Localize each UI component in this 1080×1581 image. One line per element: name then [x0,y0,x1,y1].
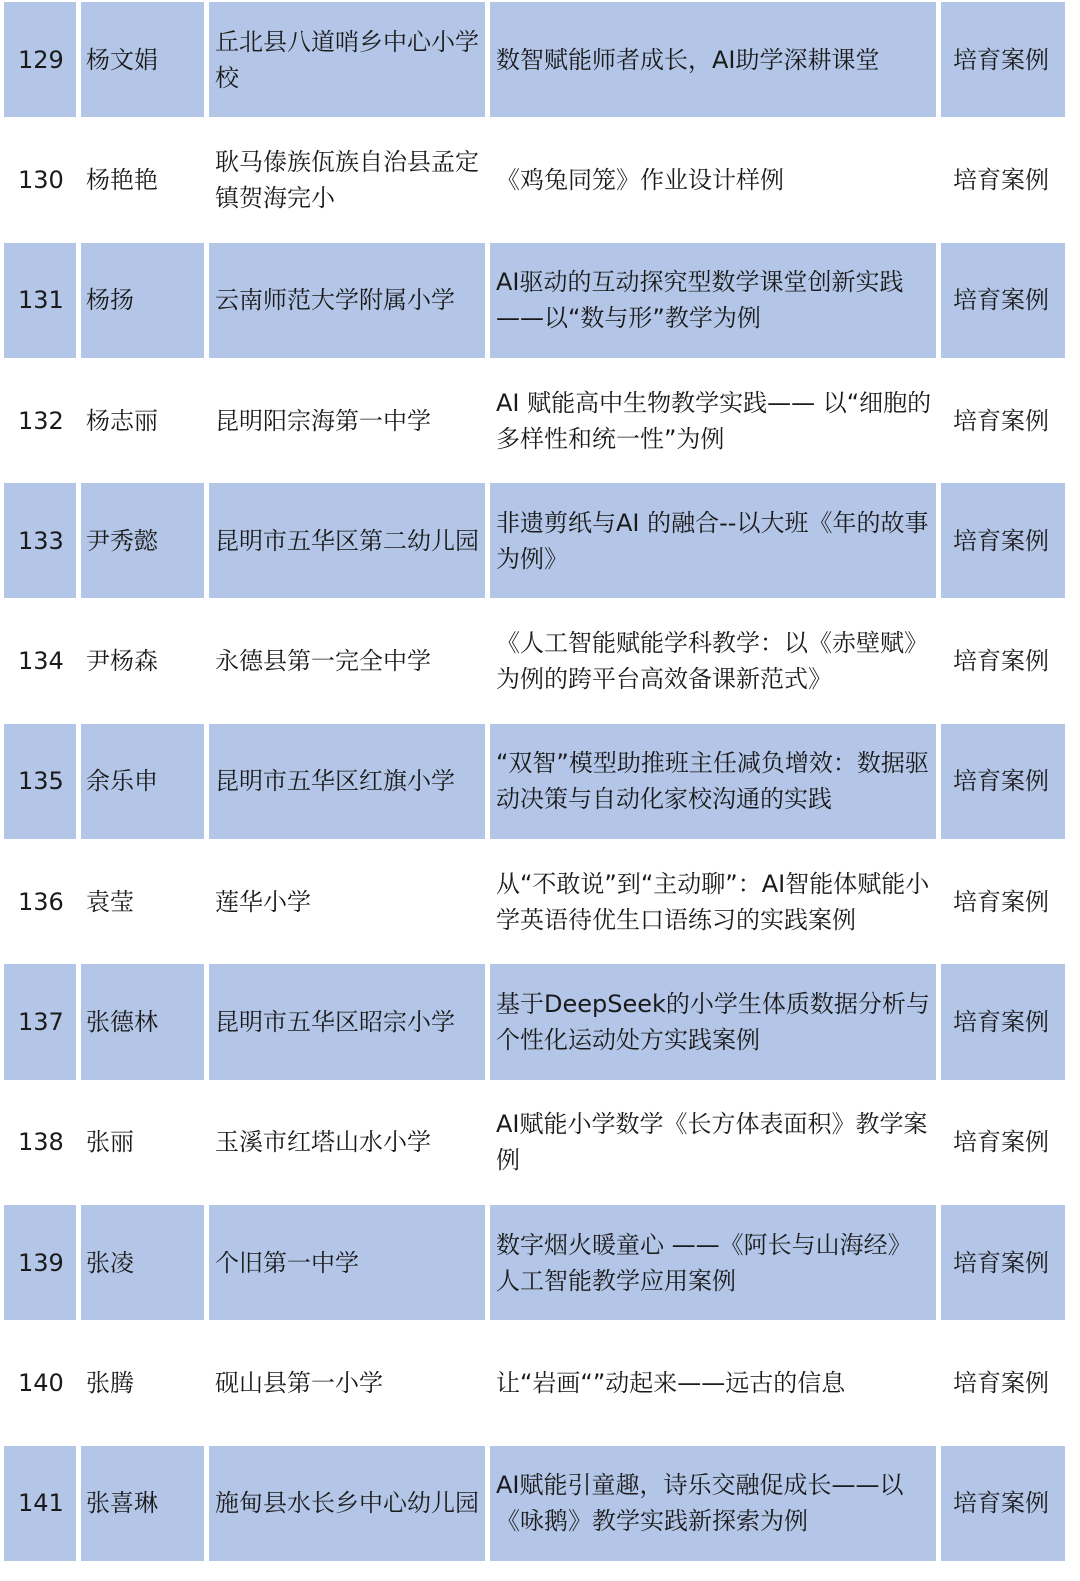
row-number: 134 [4,603,76,718]
row-number: 135 [4,724,76,839]
case-title: 《鸡兔同笼》作业设计样例 [490,122,936,237]
school-name: 昆明市五华区红旗小学 [209,724,485,839]
row-number: 137 [4,964,76,1079]
row-number: 140 [4,1325,76,1440]
case-type: 培育案例 [941,1325,1065,1440]
row-number: 132 [4,363,76,478]
case-type: 培育案例 [941,122,1065,237]
teacher-name: 杨志丽 [81,363,204,478]
row-number: 133 [4,483,76,598]
case-type: 培育案例 [941,243,1065,358]
teacher-name: 张腾 [81,1325,204,1440]
table-row [4,243,1070,358]
teacher-name: 杨文娟 [81,2,204,117]
case-type: 培育案例 [941,724,1065,839]
row-number: 131 [4,243,76,358]
table-row [4,122,1070,237]
row-number: 139 [4,1205,76,1320]
school-name: 云南师范大学附属小学 [209,243,485,358]
school-name: 昆明市五华区昭宗小学 [209,964,485,1079]
school-name: 耿马傣族佤族自治县孟定镇贺海完小 [209,122,485,237]
case-title: 数字烟火暖童心 ——《阿长与山海经》人工智能教学应用案例 [490,1205,936,1320]
table-row [4,1205,1070,1320]
case-title: AI 赋能高中生物教学实践—— 以“细胞的多样性和统一性”为例 [490,363,936,478]
case-title: 非遗剪纸与AI 的融合--以大班《年的故事为例》 [490,483,936,598]
teacher-name: 张德林 [81,964,204,1079]
table-row [4,844,1070,959]
case-title: 从“不敢说”到“主动聊”：AI智能体赋能小学英语待优生口语练习的实践案例 [490,844,936,959]
table-row [4,1446,1070,1561]
teacher-name: 尹杨森 [81,603,204,718]
school-name: 昆明市五华区第二幼儿园 [209,483,485,598]
case-type: 培育案例 [941,844,1065,959]
teacher-name: 杨艳艳 [81,122,204,237]
case-title: “双智”模型助推班主任减负增效：数据驱动决策与自动化家校沟通的实践 [490,724,936,839]
case-type: 培育案例 [941,1446,1065,1561]
row-number: 138 [4,1085,76,1200]
case-type: 培育案例 [941,603,1065,718]
case-type: 培育案例 [941,483,1065,598]
case-type: 培育案例 [941,363,1065,478]
school-name: 昆明阳宗海第一中学 [209,363,485,478]
row-number: 136 [4,844,76,959]
teacher-name: 袁莹 [81,844,204,959]
school-name: 永德县第一完全中学 [209,603,485,718]
school-name: 砚山县第一小学 [209,1325,485,1440]
case-title: 让“岩画“”动起来——远古的信息 [490,1325,936,1440]
table-row [4,964,1070,1079]
case-title: 《人工智能赋能学科教学：以《赤壁赋》为例的跨平台高效备课新范式》 [490,603,936,718]
case-title: 基于DeepSeek的小学生体质数据分析与个性化运动处方实践案例 [490,964,936,1079]
award-list-table [4,2,1070,1561]
table-row [4,1325,1070,1440]
case-title: AI驱动的互动探究型数学课堂创新实践——以“数与形”教学为例 [490,243,936,358]
case-title: AI赋能引童趣，诗乐交融促成长——以《咏鹅》教学实践新探索为例 [490,1446,936,1561]
school-name: 莲华小学 [209,844,485,959]
teacher-name: 尹秀懿 [81,483,204,598]
case-type: 培育案例 [941,2,1065,117]
school-name: 丘北县八道哨乡中心小学校 [209,2,485,117]
table-row [4,724,1070,839]
teacher-name: 张喜琳 [81,1446,204,1561]
teacher-name: 张凌 [81,1205,204,1320]
case-type: 培育案例 [941,1085,1065,1200]
case-type: 培育案例 [941,1205,1065,1320]
case-type: 培育案例 [941,964,1065,1079]
teacher-name: 张丽 [81,1085,204,1200]
school-name: 施甸县水长乡中心幼儿园 [209,1446,485,1561]
teacher-name: 余乐申 [81,724,204,839]
case-title: 数智赋能师者成长，AI助学深耕课堂 [490,2,936,117]
teacher-name: 杨扬 [81,243,204,358]
table-row [4,2,1070,117]
school-name: 个旧第一中学 [209,1205,485,1320]
row-number: 129 [4,2,76,117]
case-title: AI赋能小学数学《长方体表面积》教学案例 [490,1085,936,1200]
school-name: 玉溪市红塔山水小学 [209,1085,485,1200]
row-number: 141 [4,1446,76,1561]
table-row [4,363,1070,478]
table-row [4,1085,1070,1200]
table-row [4,603,1070,718]
row-number: 130 [4,122,76,237]
table-row [4,483,1070,598]
